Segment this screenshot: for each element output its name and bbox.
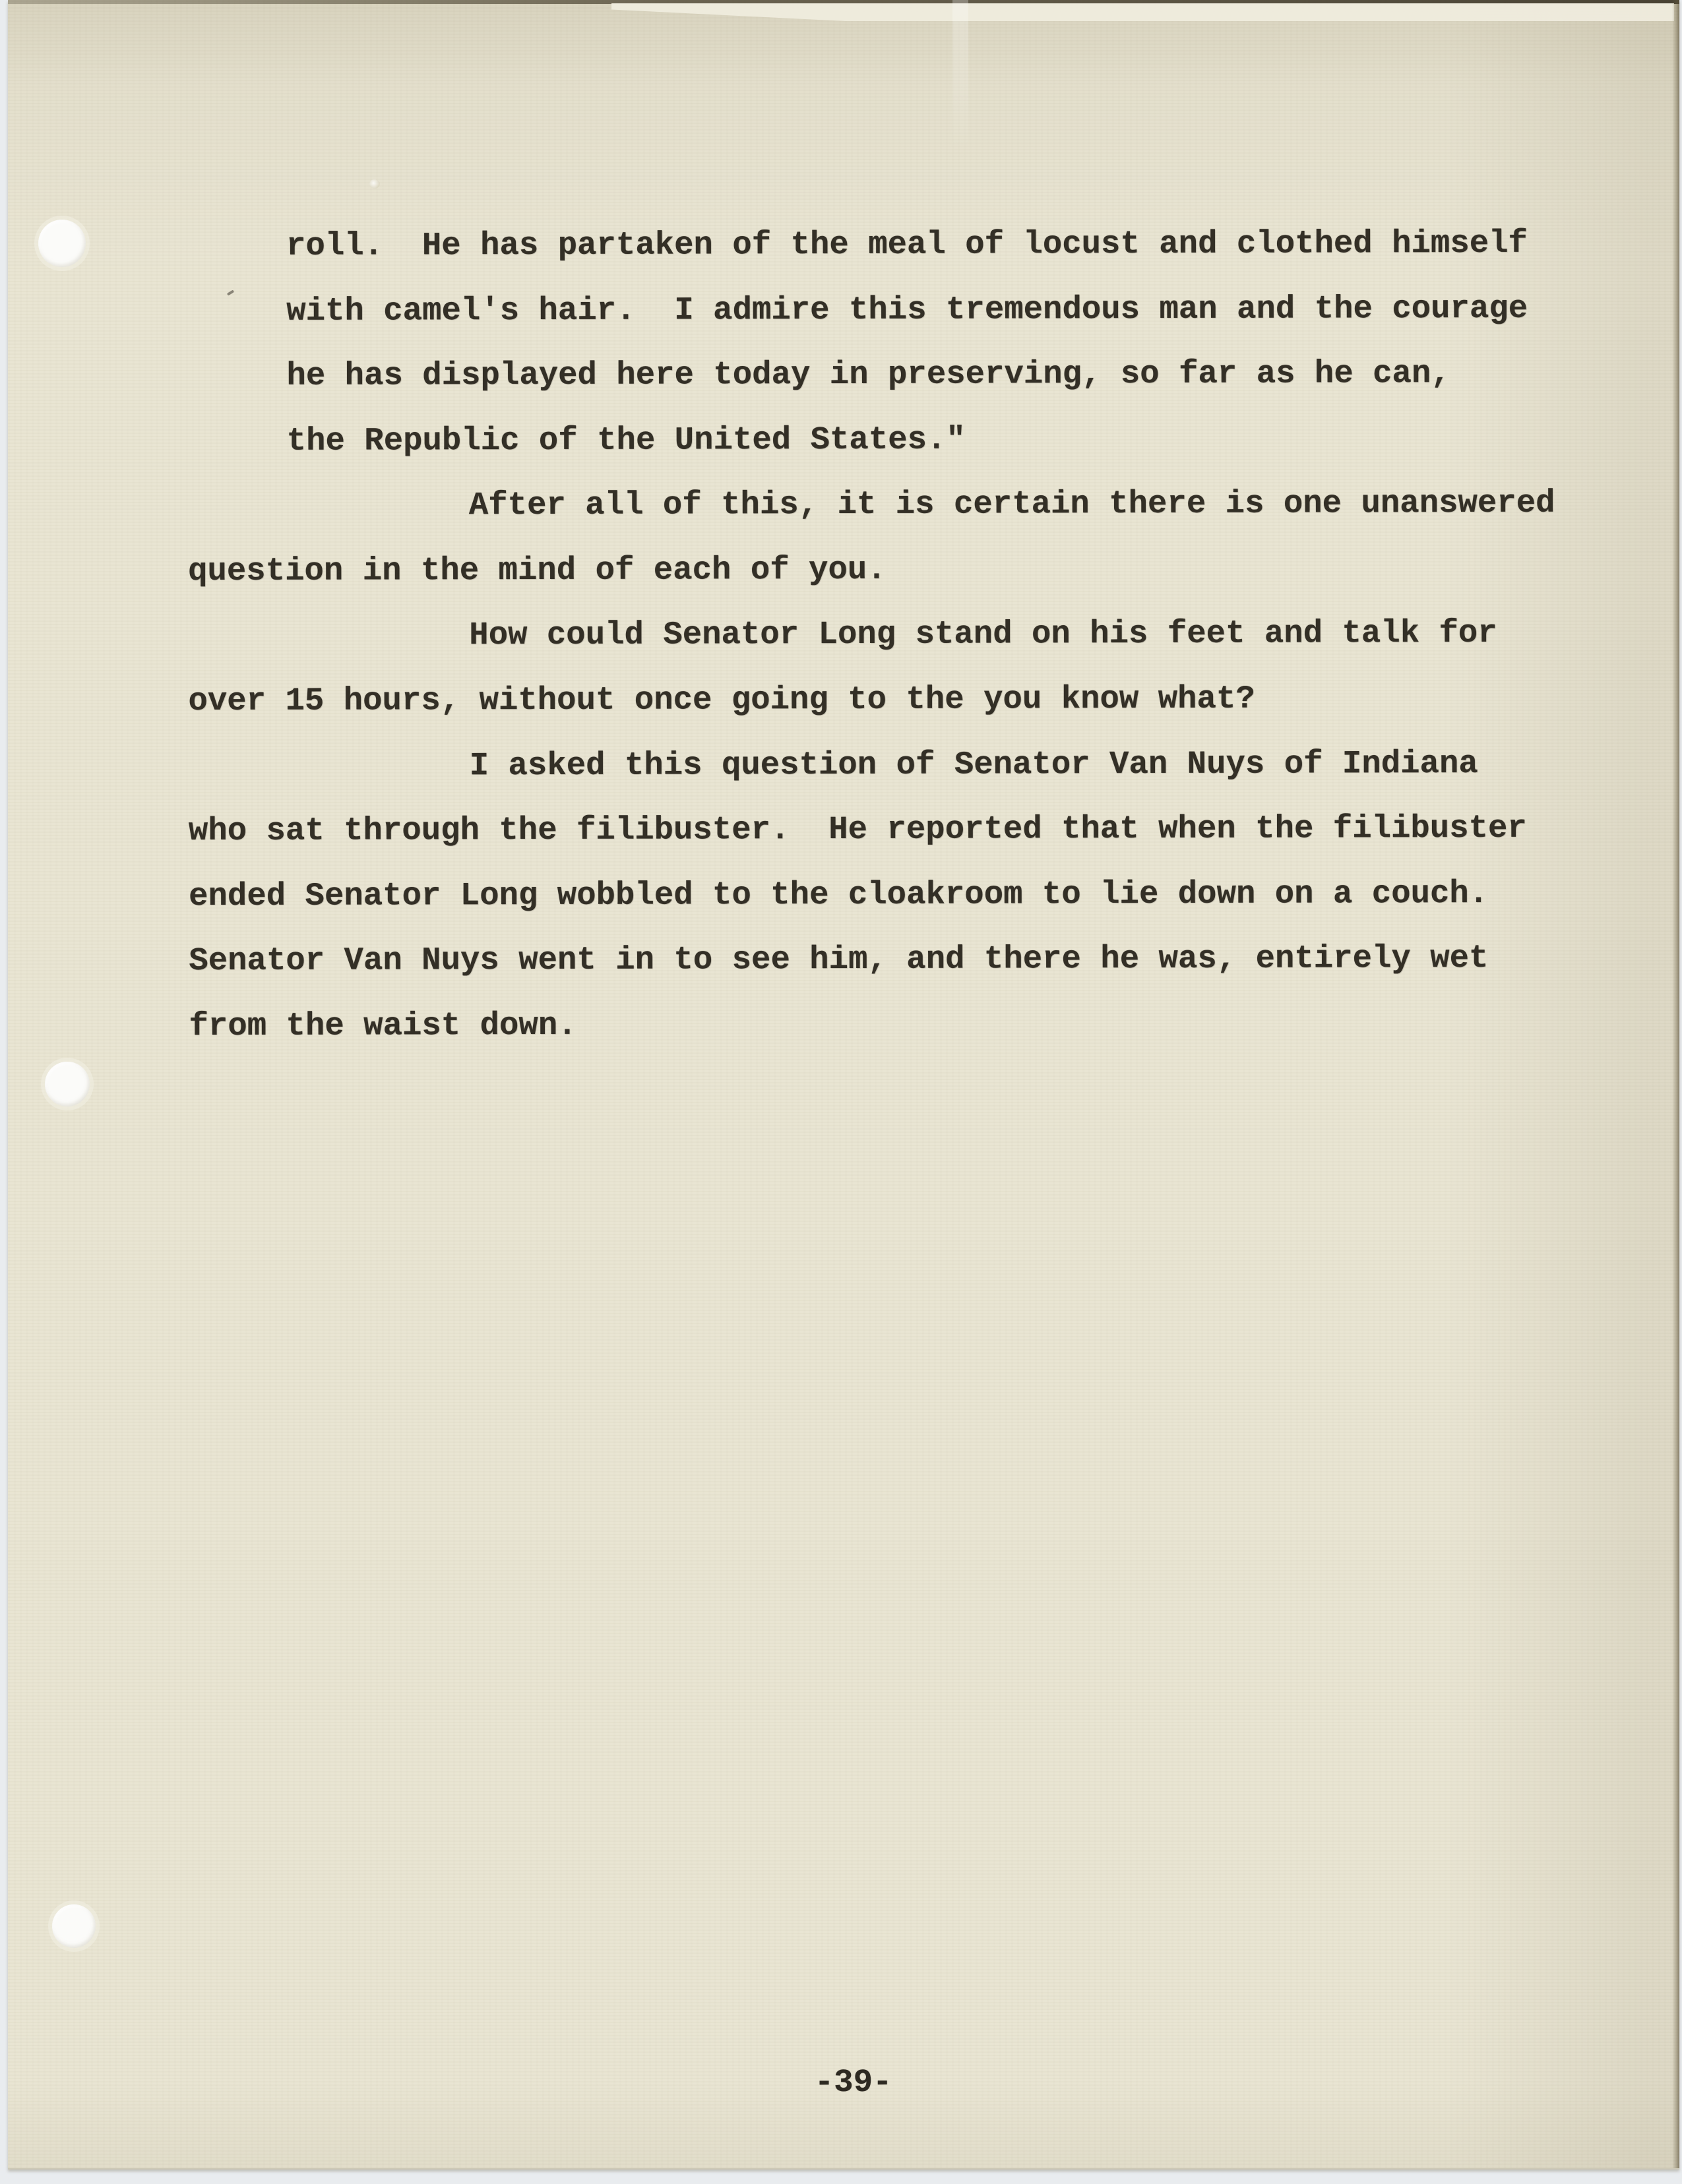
text-line: over 15 hours, without once going to the you know what?	[188, 680, 1255, 720]
paper-page	[8, 0, 1679, 2169]
text-line: he has displayed here today in preserving, so far as he can,	[286, 355, 1450, 394]
text-line: with camel's hair. I admire this tremendous man and the courage	[286, 289, 1528, 330]
typewritten-text	[6, 0, 1682, 2170]
text-line: How could Senator Long stand on his feet and talk for	[469, 614, 1497, 654]
text-line: I asked this question of Senator Van Nuys of Indiana	[469, 744, 1478, 785]
text-line: the Republic of the United States."	[286, 421, 966, 460]
text-line: ended Senator Long wobbled to the cloakroom to lie down on a couch.	[189, 874, 1489, 915]
page-number: -39-	[814, 2063, 892, 2102]
text-line: who sat through the filibuster. He reported that when the filibuster	[188, 809, 1527, 850]
text-line: roll. He has partaken of the meal of locust and clothed himself	[286, 224, 1528, 264]
text-line: After all of this, it is certain there is one unanswered	[468, 484, 1555, 524]
text-line: from the waist down.	[189, 1006, 577, 1045]
text-line: question in the mind of each of you.	[187, 551, 887, 590]
text-line: Senator Van Nuys went in to see him, and there he was, entirely wet	[189, 939, 1489, 980]
